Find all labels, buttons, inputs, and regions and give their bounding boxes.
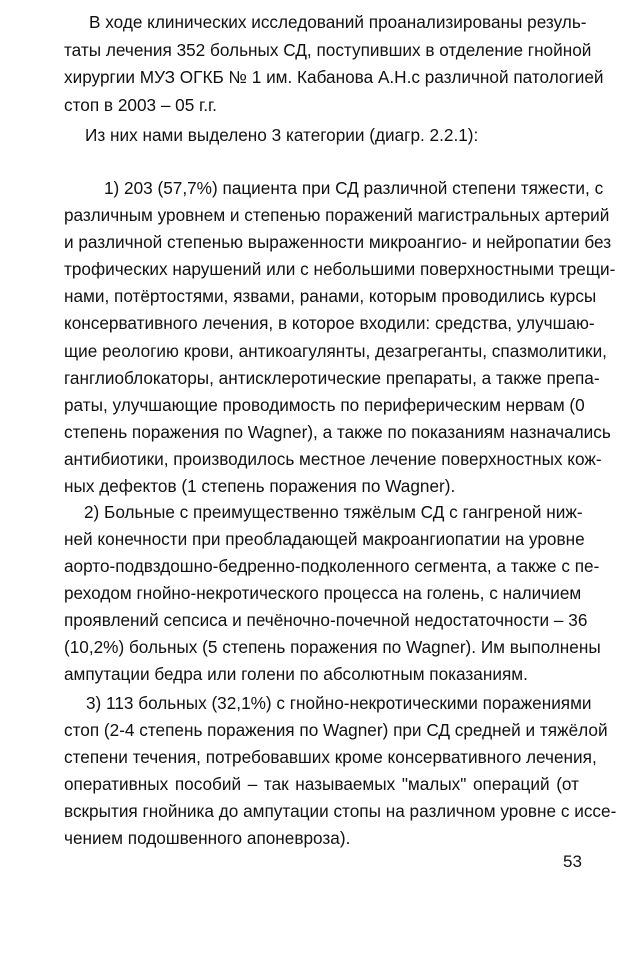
category-2-line-2: ней конечности при преобладающей макроангиопатии на уровне <box>64 529 585 549</box>
category-3-line-6: чением подошвенного апоневроза). <box>64 828 351 848</box>
paragraph-2-line-1: Из них нами выделено 3 категории (диагр. 2.2.1): <box>85 125 479 145</box>
category-2-line-3: аорто-подвздошно-бедренно-подколенного сегмента, а также с пе- <box>64 556 600 576</box>
paragraph-1-line-3: хирургии МУЗ ОГКБ № 1 им. Кабанова А.Н.с различной патологией <box>64 67 604 87</box>
paragraph-1-line-1: В ходе клинических исследований проанализированы резуль- <box>89 12 587 32</box>
category-2-line-6: (10,2%) больных (5 степень поражения по Wagner). Им выполнены <box>64 637 601 657</box>
category-1-line-2: различным уровнем и степенью поражений магистральных артерий <box>64 205 610 225</box>
category-3-line-2: стоп (2-4 степень поражения по Wagner) при СД средней и тяжёлой <box>64 720 608 740</box>
category-1-line-12: ных дефектов (1 степень поражения по Wagner). <box>64 476 456 496</box>
category-2-line-1: 2) Больные с преимущественно тяжёлым СД с гангреной ниж- <box>84 502 583 522</box>
category-1-line-9: раты, улучшающие проводимость по периферическим нервам (0 <box>64 395 585 415</box>
category-1-line-7: щие реологию крови, антикоагулянты, дезагреганты, спазмолитики, <box>64 341 607 361</box>
category-1-line-6: консервативного лечения, в которое входили: средства, улучшаю- <box>64 313 595 333</box>
category-1-line-10: степень поражения по Wagner), а также по показаниям назначались <box>64 422 611 442</box>
category-3-line-5: вскрытия гнойника до ампутации стопы на различном уровне с иссе- <box>64 801 617 821</box>
paragraph-1-line-2: таты лечения 352 больных СД, поступивших в отделение гнойной <box>64 40 592 60</box>
category-3-line-4: оперативных пособий – так называемых "малых" операций (от <box>64 774 579 794</box>
category-3-line-1: 3) 113 больных (32,1%) с гнойно-некротическими поражениями <box>86 693 592 713</box>
category-2-line-5: проявлений сепсиса и печёночно-почечной недостаточности – 36 <box>64 610 588 630</box>
paragraph-1-line-4: стоп в 2003 – 05 г.г. <box>64 95 217 115</box>
category-1-line-5: нами, потёртостями, язвами, ранами, которым проводились курсы <box>64 286 597 306</box>
category-1-line-4: трофических нарушений или с небольшими поверхностными трещи- <box>64 259 616 279</box>
category-1-line-3: и различной степенью выраженности микроангио- и нейропатии без <box>64 232 612 252</box>
category-1-line-11: антибиотики, производилось местное лечение поверхностных кож- <box>64 449 602 469</box>
page-number: 53 <box>563 852 582 871</box>
category-2-line-4: реходом гнойно-некротического процесса на голень, с наличием <box>64 583 582 603</box>
category-2-line-7: ампутации бедра или голени по абсолютным показаниям. <box>64 664 528 684</box>
category-1-line-8: ганглиоблокаторы, антисклеротические препараты, а также препа- <box>64 368 600 388</box>
category-3-line-3: степени течения, потребовавших кроме консервативного лечения, <box>64 747 597 767</box>
category-1-line-1: 1) 203 (57,7%) пациента при СД различной степени тяжести, с <box>104 178 604 198</box>
